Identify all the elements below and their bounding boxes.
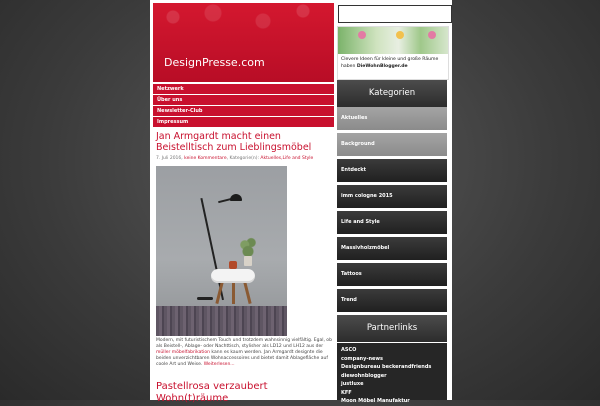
post-date: 7. Juli 2016, bbox=[156, 156, 183, 161]
partner-link[interactable]: Designbureau beckerandfriends bbox=[341, 364, 432, 370]
nav-item-newsletter[interactable]: Newsletter-Club bbox=[153, 106, 334, 116]
excerpt-link[interactable]: müller möbelfabrikation bbox=[156, 350, 210, 355]
ad-brand: DieWohnBlogger.de bbox=[356, 63, 408, 69]
flower-icon bbox=[396, 31, 404, 39]
post-excerpt: Modern, mit futuristischem Touch und trotzdem wahnsinnig vielfältig. Egal, ob als Beistell-, Ablage- oder Nachttisch, stylisher als LD12 und LH12 aus der müller möbelfabrikation kann es kaum werden. Jan Armgardt designte die beiden unverzichtbaren Wohnaccessoires und bietet damit Ablagefläche auf coole Art und Weise. Weiterlesen... bbox=[156, 338, 332, 367]
flower-icon bbox=[358, 31, 366, 39]
partner-link[interactable]: justluxe bbox=[341, 381, 364, 387]
nav-item-netzwerk[interactable]: Netzwerk bbox=[153, 84, 334, 94]
categories-link[interactable]: Aktuelles,Life and Style bbox=[260, 156, 314, 161]
partnerlinks-heading: Partnerlinks bbox=[337, 315, 447, 342]
post-image[interactable] bbox=[156, 166, 287, 336]
flower-icon bbox=[428, 31, 436, 39]
site-header[interactable] bbox=[153, 3, 334, 82]
category-entdeckt[interactable]: Entdeckt bbox=[337, 159, 447, 182]
plant-graphic bbox=[240, 236, 256, 258]
read-more-link[interactable]: Weiterlesen... bbox=[203, 362, 235, 367]
partner-link[interactable]: KFF bbox=[341, 389, 352, 396]
partner-link[interactable]: company-news bbox=[341, 355, 384, 362]
site-title[interactable]: DesignPresse.com bbox=[164, 56, 265, 69]
category-massivholzmoebel[interactable]: Massivholzmöbel bbox=[337, 237, 447, 260]
category-life-and-style[interactable]: Life and Style bbox=[337, 211, 447, 234]
search-input[interactable] bbox=[338, 5, 452, 23]
side-table-graphic bbox=[211, 269, 255, 283]
partner-link[interactable]: ASCO bbox=[341, 347, 357, 353]
category-background[interactable]: Background bbox=[337, 133, 447, 156]
nav-item-ueber-uns[interactable]: Über uns bbox=[153, 95, 334, 105]
ad-banner[interactable] bbox=[337, 26, 449, 80]
category-label: , Kategorie(n): bbox=[226, 156, 259, 161]
post2-title[interactable]: Pastellrosa verzaubert Wohn(t)räume bbox=[156, 381, 268, 404]
post-header bbox=[156, 131, 332, 162]
comments-link[interactable]: keine Kommentare bbox=[184, 156, 227, 161]
categories-heading: Kategorien bbox=[337, 80, 447, 107]
post-title[interactable]: Jan Armgardt macht einen Beistelltisch zum Lieblingsmöbel bbox=[156, 131, 312, 153]
category-aktuelles[interactable]: Aktuelles bbox=[337, 107, 447, 130]
partner-link[interactable]: diewohnblogger bbox=[341, 372, 387, 379]
partner-list bbox=[337, 343, 447, 404]
category-tattoos[interactable]: Tattoos bbox=[337, 263, 447, 286]
ad-image bbox=[338, 27, 448, 54]
rug-graphic bbox=[156, 306, 287, 336]
main-nav bbox=[153, 84, 334, 128]
category-imm-cologne[interactable]: imm cologne 2015 bbox=[337, 185, 447, 208]
post-meta bbox=[156, 156, 332, 162]
partner-link[interactable]: Moon Möbel Manufaktur bbox=[341, 398, 410, 404]
category-trend[interactable]: Trend bbox=[337, 289, 447, 312]
nav-item-impressum[interactable]: Impressum bbox=[153, 117, 334, 127]
ad-text: Clevere Ideen für kleine und große Räume haben DieWohnBlogger.de bbox=[341, 57, 439, 69]
